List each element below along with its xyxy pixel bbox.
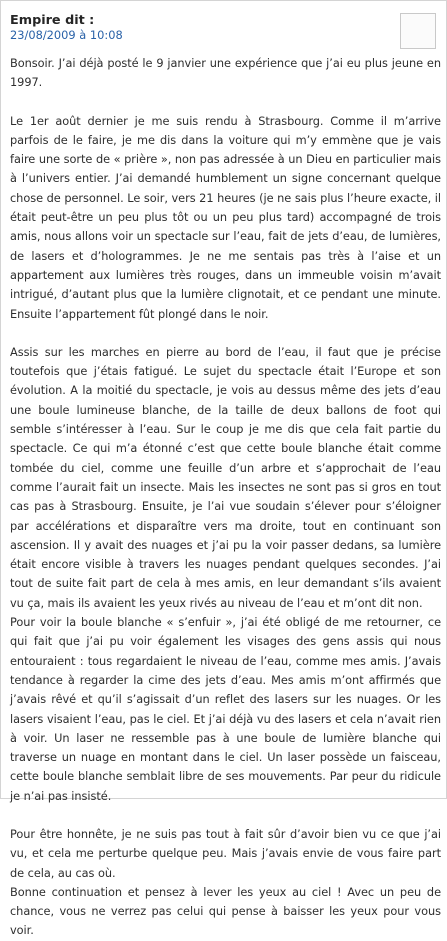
comment-paragraph-5: Pour être honnête, je ne suis pas tout à fait sûr d’avoir bien vu ce que j’ai vu, et cela me perturbe quelque peu. Mais j’avais envie de vous faire part de cela, au cas où. — [10, 826, 441, 880]
comment-paragraph-1: Bonsoir. J’ai déjà posté le 9 janvier une expérience que j’ai eu plus jeune en 1997. — [10, 56, 441, 90]
comment-date-link[interactable]: 23/08/2009 à 10:08 — [10, 28, 123, 42]
comment-paragraph-3: Assis sur les marches en pierre au bord de l’eau, il faut que je précise toutefois que j’étais fatigué. Le sujet du spectacle était l’Europe et son évolution. A la moitié du spectacle, je vois au dessus même des jets d’eau une boule lumineuse blanche, de la taille de deux ballons de foot qui semble s’intéresser à l’eau. Sur le coup je me dis que cela fait partie du spectacle. Ce qui m’a étonné c’est que cette boule blanche était comme tombée du ciel, comme une feuille d’un arbre et s’approchait de l’eau comme l’aurait fait un insecte. Mais les insectes ne sont pas si gros en tout cas pas à Strasbourg. Ensuite, je l’ai vue soudain s’élever pour s’éloigner par accélérations et disparaître vers ma droite, tout en continuant son ascension. Il y avait des nuages et j’ai pu la voir passer dedans, sa lumière était encore visible à travers les nuages pendant quelques secondes. J’ai tout de suite fait part de cela à mes amis, en leur demandant s’ils avaient vu ça, mais ils avaient les yeux rivés au niveau de l’eau et m’ont dit non. — [10, 344, 441, 610]
comment-paragraph-4: Pour voir la boule blanche « s’enfuir », j’ai été obligé de me retourner, ce qui fait que j’ai pu voir également les visages des gens assis qui nous entouraient : tous regardaient le niveau de l’eau, comme mes amis. J’avais tendance à regarder la cime des jets d’eau. Mes amis m’ont affirmés que j’avais rêvé et qu’il s’agissait d’un reflet des lasers sur les nuages. Or les lasers visaient l’eau, pas le ciel. Et j’ai déjà vu des lasers et cela n’avait rien à voir. Un laser ne ressemble pas à une boule de lumière blanche qui traverse un nuage en montant dans le ciel. Un laser possède un faisceau, cette boule blanche semblait libre de ses mouvements. Par peur du ridicule je n’ai pas insisté. — [10, 615, 441, 803]
comment-paragraph-6: Bonne continuation et pensez à lever les yeux au ciel ! Avec un peu de chance, vous ne verrez pas celui qui pense à baisser les yeux pour vous voir. — [10, 884, 441, 938]
comment-body — [10, 54, 441, 941]
avatar-placeholder-icon — [400, 13, 436, 49]
comment-header — [10, 13, 440, 45]
comment-author: Empire dit : — [10, 13, 95, 28]
comment-paragraph-2: Le 1er août dernier je me suis rendu à Strasbourg. Comme il m’arrive parfois de le faire, je me dis dans la voiture qui m’y emmène que je vais faire une sorte de « prière », non pas adressée à un Dieu en particulier mais à l’univers entier. J’ai demandé humblement un signe concernant quelque chose de personnel. Le soir, vers 21 heures (je ne sais plus l’heure exacte, il était peut-être un peu plus tôt ou un peu plus tard) accompagné de trois amis, nous allons voir un spectacle sur l’eau, fait de jets d’eau, de lumières, de lasers et d’hologrammes. Je ne me sentais pas très à l’aise et un appartement aux lumières très rouges, dans un immeuble voisin m’avait intrigué, d’autant plus que la lumière clignotait, et ce pendant une minute. Ensuite l’appartement fût plongé dans le noir. — [10, 113, 441, 321]
